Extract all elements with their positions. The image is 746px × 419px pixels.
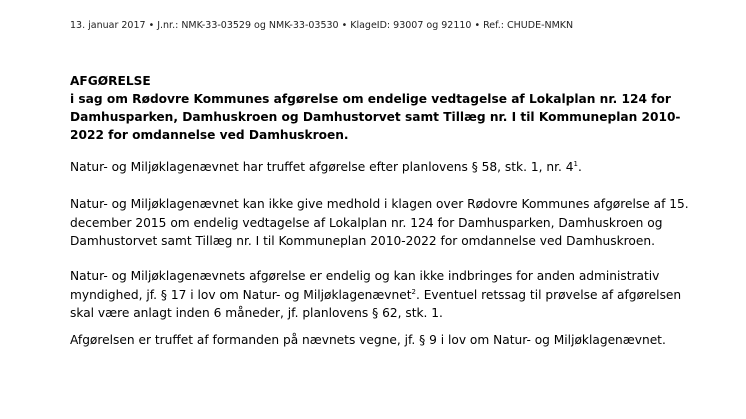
paragraph-finality — [70, 267, 690, 323]
decision-heading: AFGØRELSE — [70, 74, 151, 88]
decision-subject-line: Damhusparken, Damhuskroen og Damhustorvet samt Tillæg nr. I til Kommuneplan 2010- — [70, 110, 681, 124]
legal-basis-text: Natur- og Miljøklagenævnet har truffet afgørelse efter planlovens § 58, stk. 1, nr. 4 — [70, 160, 574, 174]
paragraph-line: Afgørelsen er truffet af formanden på nævnets vegne, jf. § 9 i lov om Natur- og Miljøklagenævnet. — [70, 333, 666, 347]
footnote-marker: 2 — [411, 287, 416, 296]
decision-subject-line: i sag om Rødovre Kommunes afgørelse om endelige vedtagelse af Lokalplan nr. 124 for — [70, 92, 671, 106]
paragraph-line: Natur- og Miljøklagenævnet kan ikke give medhold i klagen over Rødovre Kommunes afgørelse af 15. — [70, 197, 689, 211]
paragraph-line — [70, 286, 690, 305]
decision-title — [70, 72, 680, 144]
sentence-end: . — [577, 160, 582, 174]
paragraph-line: Damhustorvet samt Tillæg nr. I til Kommuneplan 2010-2022 for omdannelse ved Damhuskroen. — [70, 234, 655, 248]
finality-text: myndighed, jf. § 17 i lov om Natur- og Miljøklagenævnet — [70, 287, 412, 302]
paragraph-line — [70, 158, 690, 177]
paragraph-ruling — [70, 195, 690, 251]
paragraph-line: Natur- og Miljøklagenævnets afgørelse er endelig og kan ikke indbringes for anden administrativ — [70, 269, 660, 283]
paragraph-legal-basis — [70, 158, 690, 177]
footnote-marker: 1 — [573, 159, 578, 168]
finality-text-continued: . Eventuel retssag til prøvelse af afgørelsen — [415, 287, 682, 302]
paragraph-line: skal være anlagt inden 6 måneder, jf. planlovens § 62, stk. 1. — [70, 306, 443, 320]
decision-subject-line: 2022 for omdannelse ved Damhuskroen. — [70, 128, 349, 142]
paragraph-line: december 2015 om endelig vedtagelse af Lokalplan nr. 124 for Damhusparken, Damhuskroen og — [70, 215, 663, 230]
paragraph-authority — [70, 331, 690, 350]
document-meta-header: 13. januar 2017 • J.nr.: NMK-33-03529 og NMK-33-03530 • KlageID: 93007 og 92110 • Ref.: CHUDE-NMKN — [70, 20, 574, 31]
